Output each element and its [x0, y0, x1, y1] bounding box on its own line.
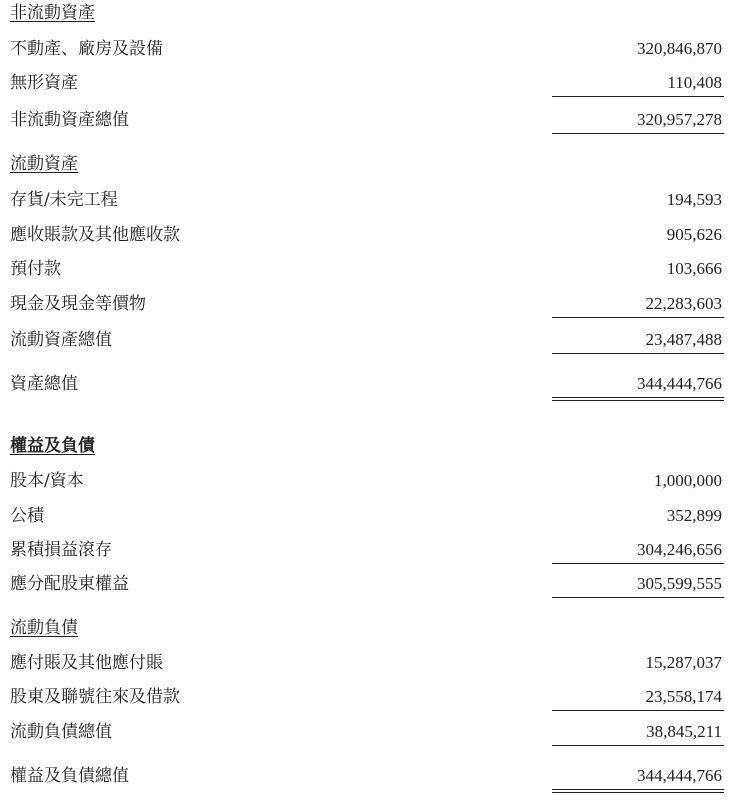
- line-item-amount: 194,593: [666, 190, 722, 209]
- section-heading-label: 權益及負債: [10, 436, 95, 456]
- total-rule: [552, 353, 724, 354]
- line-item-amount: 352,899: [666, 506, 722, 525]
- subtotal-rule: [552, 563, 724, 564]
- line-item-amount: 15,287,037: [645, 653, 722, 672]
- line-item-amount: 103,666: [666, 259, 722, 278]
- line-item-label: 應收賬款及其他應收款: [10, 225, 180, 245]
- line-item-label: 無形資產: [10, 73, 78, 93]
- subtotal-rule: [552, 96, 724, 97]
- line-item-label: 預付款: [10, 259, 61, 279]
- section-heading-label: 流動資產: [10, 154, 78, 174]
- grand-total-double-rule: [552, 789, 724, 793]
- line-item-amount: 1,000,000: [654, 471, 722, 490]
- total-label: 應分配股東權益: [10, 574, 129, 594]
- subtotal-rule: [552, 317, 724, 318]
- total-rule: [552, 745, 724, 746]
- line-item-amount: 320,846,870: [637, 39, 722, 58]
- line-item-label: 股本/資本: [10, 471, 84, 491]
- line-item-label: 公積: [10, 506, 44, 526]
- total-rule: [552, 597, 724, 598]
- line-item-amount: 23,558,174: [645, 687, 722, 706]
- total-amount: 305,599,555: [637, 574, 722, 593]
- grand-total-amount: 344,444,766: [637, 374, 722, 393]
- line-item-label: 現金及現金等價物: [10, 294, 146, 314]
- total-rule: [552, 133, 724, 134]
- line-item-label: 存貨/未完工程: [10, 190, 118, 210]
- section-heading-label: 流動負債: [10, 618, 78, 638]
- total-label: 非流動資產總值: [10, 110, 129, 130]
- line-item-amount: 905,626: [666, 225, 722, 244]
- line-item-label: 股東及聯號往來及借款: [10, 687, 180, 707]
- total-amount: 23,487,488: [645, 330, 722, 349]
- line-item-label: 累積損益滾存: [10, 540, 112, 560]
- grand-total-amount: 344,444,766: [637, 766, 722, 785]
- line-item-amount: 22,283,603: [645, 294, 722, 313]
- grand-total-double-rule: [552, 397, 724, 401]
- subtotal-rule: [552, 710, 724, 711]
- line-item-amount: 110,408: [667, 73, 722, 92]
- line-item-label: 應付賬及其他應付賬: [10, 653, 163, 673]
- grand-total-label: 權益及負債總值: [10, 766, 129, 786]
- section-heading-label: 非流動資產: [10, 3, 95, 23]
- total-label: 流動負債總值: [10, 722, 112, 742]
- total-amount: 320,957,278: [637, 110, 722, 129]
- line-item-label: 不動產、廠房及設備: [10, 39, 163, 59]
- line-item-amount: 304,246,656: [637, 540, 722, 559]
- total-label: 流動資產總值: [10, 330, 112, 350]
- total-amount: 38,845,211: [646, 722, 722, 741]
- grand-total-label: 資產總值: [10, 374, 78, 394]
